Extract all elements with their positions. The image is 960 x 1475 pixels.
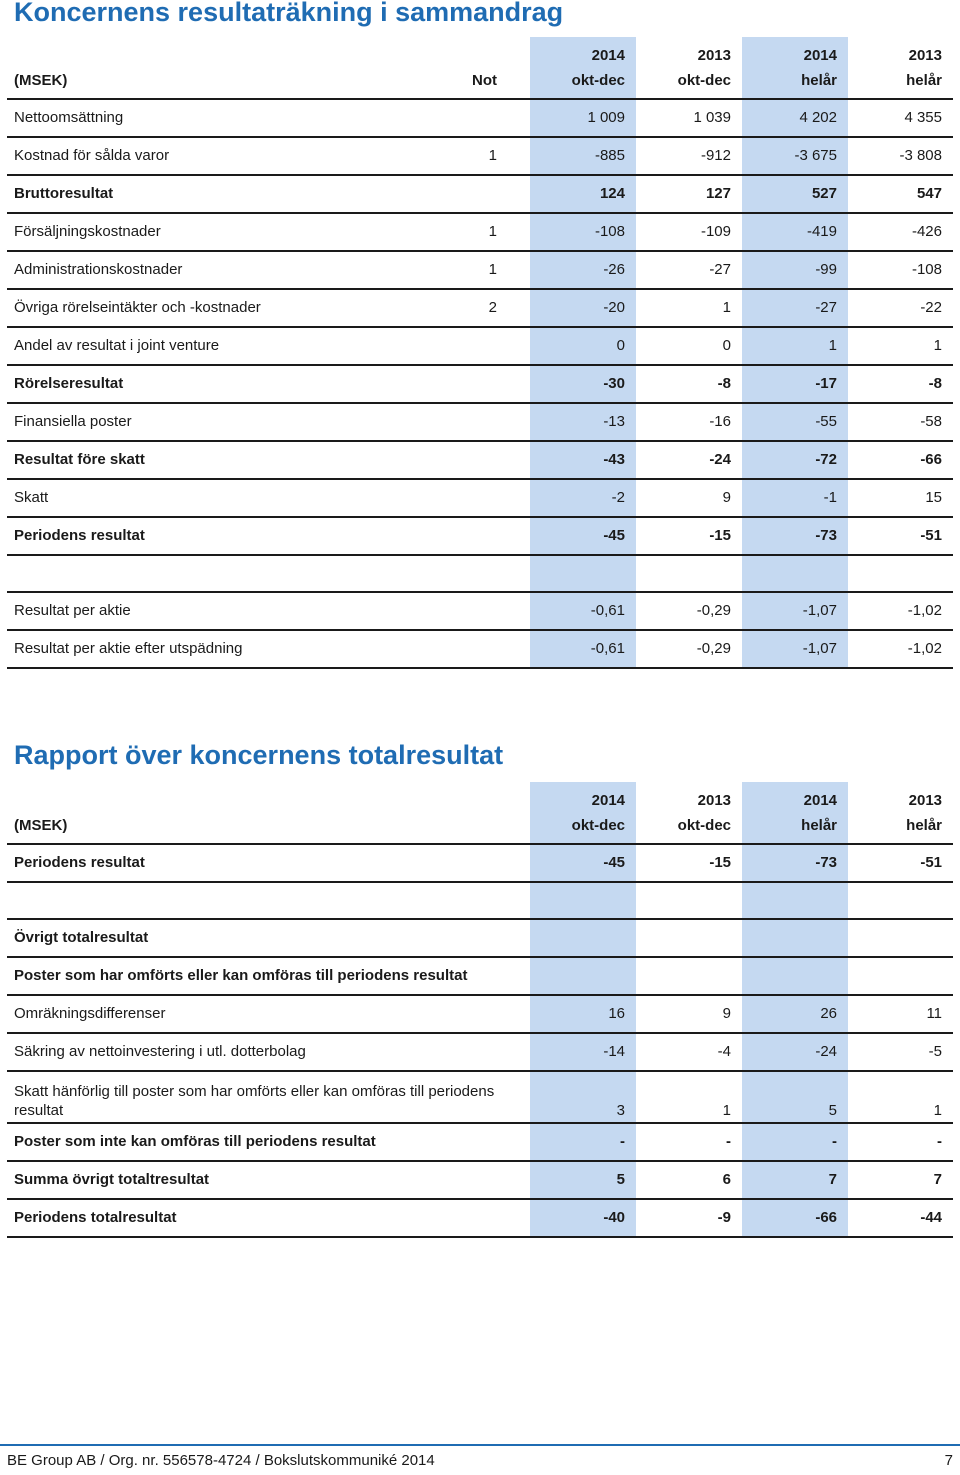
value-cell	[848, 957, 953, 995]
value-cell: 11	[848, 995, 953, 1033]
row-label: Rörelseresultat	[7, 365, 452, 403]
value-cell: -27	[742, 289, 848, 327]
column-header	[848, 37, 953, 99]
value-cell: -13	[530, 403, 636, 441]
value-cell: 1	[848, 327, 953, 365]
value-cell: -26	[530, 251, 636, 289]
income-statement-title: Koncernens resultaträkning i sammandrag	[14, 0, 564, 27]
value-cell: -16	[636, 403, 742, 441]
column-year: 2014	[591, 792, 626, 809]
value-cell: -14	[530, 1033, 636, 1071]
value-cell: -27	[636, 251, 742, 289]
value-cell: 1	[636, 1071, 742, 1123]
value-cell: -9	[636, 1199, 742, 1237]
table-row	[7, 1161, 953, 1199]
value-cell: -15	[636, 844, 742, 882]
value-cell: -40	[530, 1199, 636, 1237]
table-row	[7, 365, 953, 403]
row-note	[452, 327, 530, 365]
value-cell: -1,07	[742, 630, 848, 668]
comprehensive-income-table	[7, 782, 953, 1238]
column-header	[742, 782, 848, 844]
value-cell: -22	[848, 289, 953, 327]
value-cell: -58	[848, 403, 953, 441]
row-note	[452, 517, 530, 555]
spacer-cell	[848, 882, 953, 919]
row-note: 1	[452, 137, 530, 175]
value-cell: -5	[848, 1033, 953, 1071]
row-note	[452, 592, 530, 630]
column-header	[530, 782, 636, 844]
row-label: Bruttoresultat	[7, 175, 452, 213]
value-cell: 16	[530, 995, 636, 1033]
value-cell: 527	[742, 175, 848, 213]
column-header	[742, 37, 848, 99]
table-row	[7, 137, 953, 175]
table-row	[7, 957, 953, 995]
row-label: Resultat per aktie efter utspädning	[7, 630, 452, 668]
row-label: Övriga rörelseintäkter och -kostnader	[7, 289, 452, 327]
spacer-cell	[7, 555, 452, 592]
row-label: Kostnad för sålda varor	[7, 137, 452, 175]
table-row	[7, 919, 953, 957]
value-cell: -66	[742, 1199, 848, 1237]
header-label: (MSEK)	[7, 782, 530, 844]
page-number: 7	[944, 1452, 953, 1469]
value-cell: -66	[848, 441, 953, 479]
row-note	[452, 99, 530, 137]
column-header	[636, 782, 742, 844]
spacer-cell	[452, 882, 530, 919]
table-row	[7, 403, 953, 441]
value-cell: -	[742, 1123, 848, 1161]
table-row	[7, 289, 953, 327]
value-cell: -2	[530, 479, 636, 517]
row-label: Resultat per aktie	[7, 592, 452, 630]
value-cell: -0,29	[636, 630, 742, 668]
table-row	[7, 327, 953, 365]
column-header	[530, 37, 636, 99]
value-cell: 1	[636, 289, 742, 327]
row-label: Periodens resultat	[7, 844, 530, 882]
column-year: 2014	[803, 47, 837, 64]
spacer-cell	[7, 882, 452, 919]
column-period: okt-dec	[571, 817, 626, 834]
spacer-cell	[848, 555, 953, 592]
spacer-cell	[742, 555, 848, 592]
value-cell	[530, 957, 636, 995]
column-period: okt-dec	[677, 817, 732, 834]
row-note	[452, 479, 530, 517]
spacer-cell	[452, 555, 530, 592]
column-year: 2013	[908, 47, 942, 64]
value-cell: -419	[742, 213, 848, 251]
row-label: Omräkningsdifferenser	[7, 995, 530, 1033]
table-row	[7, 995, 953, 1033]
comprehensive-income-title: Rapport över koncernens totalresultat	[14, 740, 504, 770]
value-cell: -108	[530, 213, 636, 251]
value-cell: -0,29	[636, 592, 742, 630]
value-cell: 4 355	[848, 99, 953, 137]
value-cell: 547	[848, 175, 953, 213]
value-cell: -8	[636, 365, 742, 403]
column-year: 2013	[697, 792, 732, 809]
row-note	[452, 630, 530, 668]
row-note: 1	[452, 213, 530, 251]
row-label: Skatt hänförlig till poster som har omförts eller kan omföras till periodens resultat	[7, 1071, 530, 1123]
value-cell: 6	[636, 1161, 742, 1199]
column-year: 2013	[697, 47, 731, 64]
value-cell: 127	[636, 175, 742, 213]
value-cell: -99	[742, 251, 848, 289]
row-note	[452, 365, 530, 403]
value-cell	[848, 919, 953, 957]
value-cell: -4	[636, 1033, 742, 1071]
column-year: 2013	[908, 792, 943, 809]
page-footer	[0, 1444, 960, 1475]
value-cell: 3	[530, 1071, 636, 1123]
value-cell: -912	[636, 137, 742, 175]
table-row	[7, 517, 953, 555]
table-row	[7, 592, 953, 630]
table-row	[7, 175, 953, 213]
value-cell: -51	[848, 844, 953, 882]
spacer-cell	[636, 882, 742, 919]
value-cell: -44	[848, 1199, 953, 1237]
value-cell	[742, 919, 848, 957]
column-period: okt-dec	[677, 72, 731, 89]
value-cell: 15	[848, 479, 953, 517]
row-label: Periodens resultat	[7, 517, 452, 555]
value-cell: -55	[742, 403, 848, 441]
column-year: 2014	[803, 792, 838, 809]
value-cell: -1,07	[742, 592, 848, 630]
table-header-row	[7, 37, 953, 99]
row-label: Periodens totalresultat	[7, 1199, 530, 1237]
value-cell: 0	[636, 327, 742, 365]
value-cell: -109	[636, 213, 742, 251]
value-cell: 124	[530, 175, 636, 213]
spacer-row	[7, 882, 953, 919]
value-cell: -108	[848, 251, 953, 289]
column-period: helår	[906, 72, 942, 89]
value-cell: -0,61	[530, 592, 636, 630]
column-header	[636, 37, 742, 99]
value-cell: -3 675	[742, 137, 848, 175]
value-cell: -426	[848, 213, 953, 251]
header-note: Not	[452, 37, 530, 99]
row-label: Resultat före skatt	[7, 441, 452, 479]
row-note	[452, 403, 530, 441]
table-row	[7, 1033, 953, 1071]
value-cell: -43	[530, 441, 636, 479]
row-label: Nettoomsättning	[7, 99, 452, 137]
value-cell: -51	[848, 517, 953, 555]
value-cell: 9	[636, 479, 742, 517]
column-header	[848, 782, 953, 844]
value-cell: 1 039	[636, 99, 742, 137]
value-cell: -	[530, 1123, 636, 1161]
value-cell	[636, 957, 742, 995]
row-label: Administrationskostnader	[7, 251, 452, 289]
value-cell: -24	[636, 441, 742, 479]
footer-company-info: BE Group AB / Org. nr. 556578-4724 / Bokslutskommuniké 2014	[7, 1452, 435, 1469]
row-label: Finansiella poster	[7, 403, 452, 441]
value-cell: 4 202	[742, 99, 848, 137]
column-year: 2014	[591, 47, 625, 64]
table-row	[7, 441, 953, 479]
spacer-cell	[530, 555, 636, 592]
value-cell: -15	[636, 517, 742, 555]
value-cell: -30	[530, 365, 636, 403]
value-cell: -72	[742, 441, 848, 479]
value-cell: 1 009	[530, 99, 636, 137]
table-row	[7, 1071, 953, 1123]
value-cell: 7	[848, 1161, 953, 1199]
table-row	[7, 630, 953, 668]
header-label: (MSEK)	[7, 37, 452, 99]
value-cell: -73	[742, 517, 848, 555]
value-cell	[636, 919, 742, 957]
row-label: Andel av resultat i joint venture	[7, 327, 452, 365]
column-period: okt-dec	[571, 72, 625, 89]
column-period: helår	[801, 817, 838, 834]
value-cell	[742, 957, 848, 995]
value-cell: -17	[742, 365, 848, 403]
row-note: 1	[452, 251, 530, 289]
column-period: helår	[906, 817, 943, 834]
value-cell: 0	[530, 327, 636, 365]
column-period: helår	[801, 72, 837, 89]
value-cell: -8	[848, 365, 953, 403]
row-label: Säkring av nettoinvestering i utl. dotterbolag	[7, 1033, 530, 1071]
row-label: Försäljningskostnader	[7, 213, 452, 251]
row-label: Övrigt totalresultat	[7, 919, 530, 957]
row-label: Poster som inte kan omföras till periodens resultat	[7, 1123, 530, 1161]
value-cell: 26	[742, 995, 848, 1033]
value-cell	[530, 919, 636, 957]
table-row	[7, 479, 953, 517]
spacer-cell	[636, 555, 742, 592]
row-label: Summa övrigt totaltresultat	[7, 1161, 530, 1199]
table-row	[7, 99, 953, 137]
value-cell: -0,61	[530, 630, 636, 668]
value-cell: -	[636, 1123, 742, 1161]
income-statement-table	[7, 37, 953, 669]
value-cell: 5	[530, 1161, 636, 1199]
table-row	[7, 844, 953, 882]
table-header-row	[7, 782, 953, 844]
value-cell: -45	[530, 517, 636, 555]
value-cell: -24	[742, 1033, 848, 1071]
value-cell: -1,02	[848, 592, 953, 630]
row-note: 2	[452, 289, 530, 327]
table-row	[7, 213, 953, 251]
value-cell: -73	[742, 844, 848, 882]
value-cell: -20	[530, 289, 636, 327]
row-note	[452, 441, 530, 479]
spacer-cell	[742, 882, 848, 919]
value-cell: 1	[742, 327, 848, 365]
value-cell: -3 808	[848, 137, 953, 175]
spacer-row	[7, 555, 953, 592]
value-cell: 5	[742, 1071, 848, 1123]
value-cell: 1	[848, 1071, 953, 1123]
row-note	[452, 175, 530, 213]
row-label: Poster som har omförts eller kan omföras till periodens resultat	[7, 957, 530, 995]
value-cell: -45	[530, 844, 636, 882]
row-label: Skatt	[7, 479, 452, 517]
table-row	[7, 1199, 953, 1237]
table-row	[7, 1123, 953, 1161]
value-cell: -1,02	[848, 630, 953, 668]
value-cell: 9	[636, 995, 742, 1033]
value-cell: 7	[742, 1161, 848, 1199]
spacer-cell	[530, 882, 636, 919]
value-cell: -885	[530, 137, 636, 175]
value-cell: -	[848, 1123, 953, 1161]
value-cell: -1	[742, 479, 848, 517]
table-row	[7, 251, 953, 289]
